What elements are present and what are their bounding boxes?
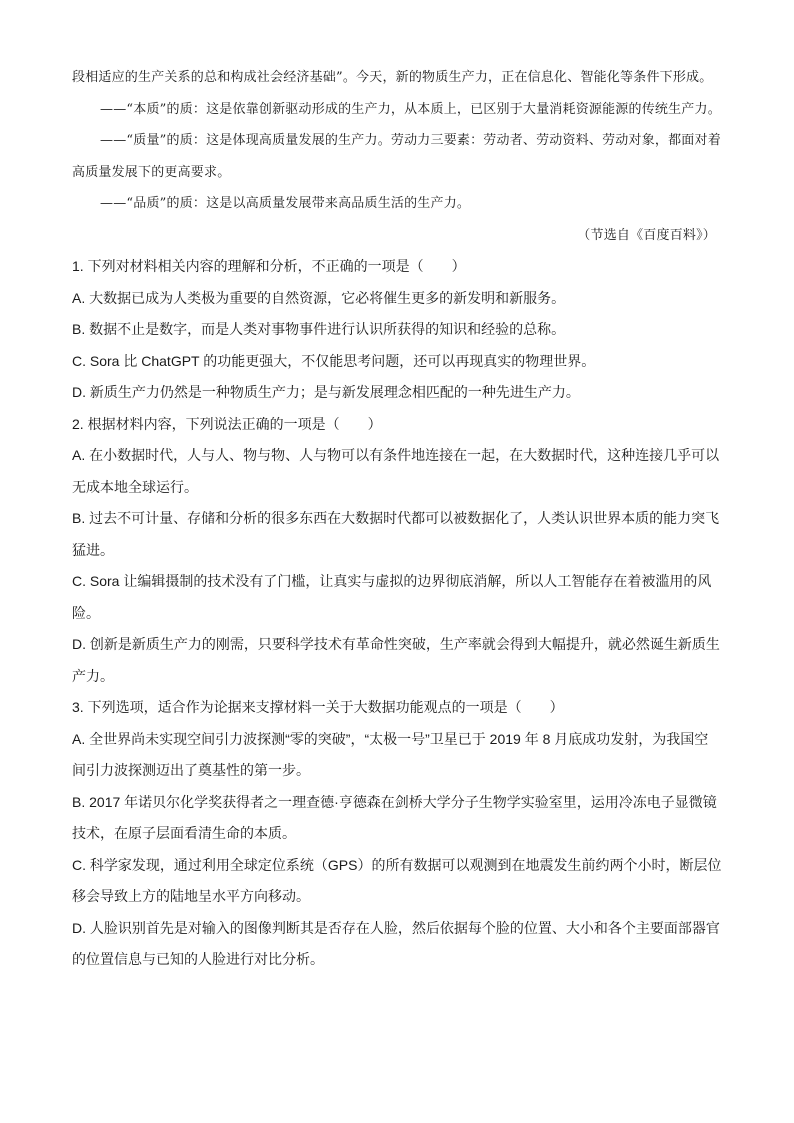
question-stem: 1. 下列对材料相关内容的理解和分析，不正确的一项是（ ） [72,258,466,274]
option-c: C. Sora 让编辑摄制的技术没有了门槛，让真实与虚拟的边界彻底消解，所以人工智能存在着被滥用的风险。 [72,573,712,621]
option-a: A. 在小数据时代，人与人、物与物、人与物可以有条件地连接在一起，在大数据时代，这种连接几乎可以无成本地全球运行。 [72,447,720,495]
passage-paragraph-2: ——“本质”的质：这是依靠创新驱动形成的生产力，从本质上，已区别于大量消耗资源能源的传统生产力。 [100,101,721,117]
question-3 [72,692,722,976]
document-page [72,62,722,976]
passage-paragraph-4: ——“品质”的质：这是以高质量发展带来高品质生活的生产力。 [100,196,471,211]
option-c: C. 科学家发现，通过利用全球定位系统（GPS）的所有数据可以观测到在地震发生前约两个小时，断层位移会导致上方的陆地呈水平方向移动。 [72,856,722,904]
option-d: D. 新质生产力仍然是一种物质生产力；是与新发展理念相匹配的一种先进生产力。 [72,384,580,400]
option-c: C. Sora 比 ChatGPT 的功能更强大，不仅能思考问题，还可以再现真实的物理世界。 [72,352,596,369]
option-a: A. 全世界尚未实现空间引力波探测“零的突破”，“太极一号”卫星已于 2019 年 8 月底成功发射，为我国空间引力波探测迈出了奠基性的第一步。 [72,730,709,778]
question-list [72,251,722,976]
question-2 [72,409,722,693]
option-b: B. 数据不止是数字，而是人类对事物事件进行认识所获得的知识和经验的总称。 [72,321,566,337]
question-stem: 2. 根据材料内容，下列说法正确的一项是（ ） [72,415,382,432]
passage-paragraph-1: 段相适应的生产关系的总和构成社会经济基础”。今天，新的物质生产力，正在信息化、智能化等条件下形成。 [72,70,713,85]
option-b: B. 过去不可计量、存储和分析的很多东西在大数据时代都可以被数据化了，人类认识世界本质的能力突飞猛进。 [72,510,720,558]
passage-paragraph-3: ——“质量”的质：这是体现高质量发展的生产力。劳动力三要素：劳动者、劳动资料、劳动对象，都面对着高质量发展下的更高要求。 [72,133,721,180]
reading-passage [72,62,722,251]
option-d: D. 人脸识别首先是对输入的图像判断其是否存在人脸，然后依据每个脸的位置、大小和各个主要面部器官的位置信息与已知的人脸进行对比分析。 [72,919,720,967]
option-a: A. 大数据已成为人类极为重要的自然资源，它必将催生更多的新发明和新服务。 [72,289,566,306]
question-1 [72,251,722,409]
option-b: B. 2017 年诺贝尔化学奖获得者之一理查德·亨德森在剑桥大学分子生物学实验室里，运用冷冻电子显微镜技术，在原子层面看清生命的本质。 [72,793,717,841]
question-stem: 3. 下列选项，适合作为论据来支撑材料一关于大数据功能观点的一项是（ ） [72,699,564,715]
passage-source: （节选自《百度百料》） [577,227,716,243]
option-d: D. 创新是新质生产力的刚需，只要科学技术有革命性突破，生产率就会得到大幅提升，就必然诞生新质生产力。 [72,636,720,684]
